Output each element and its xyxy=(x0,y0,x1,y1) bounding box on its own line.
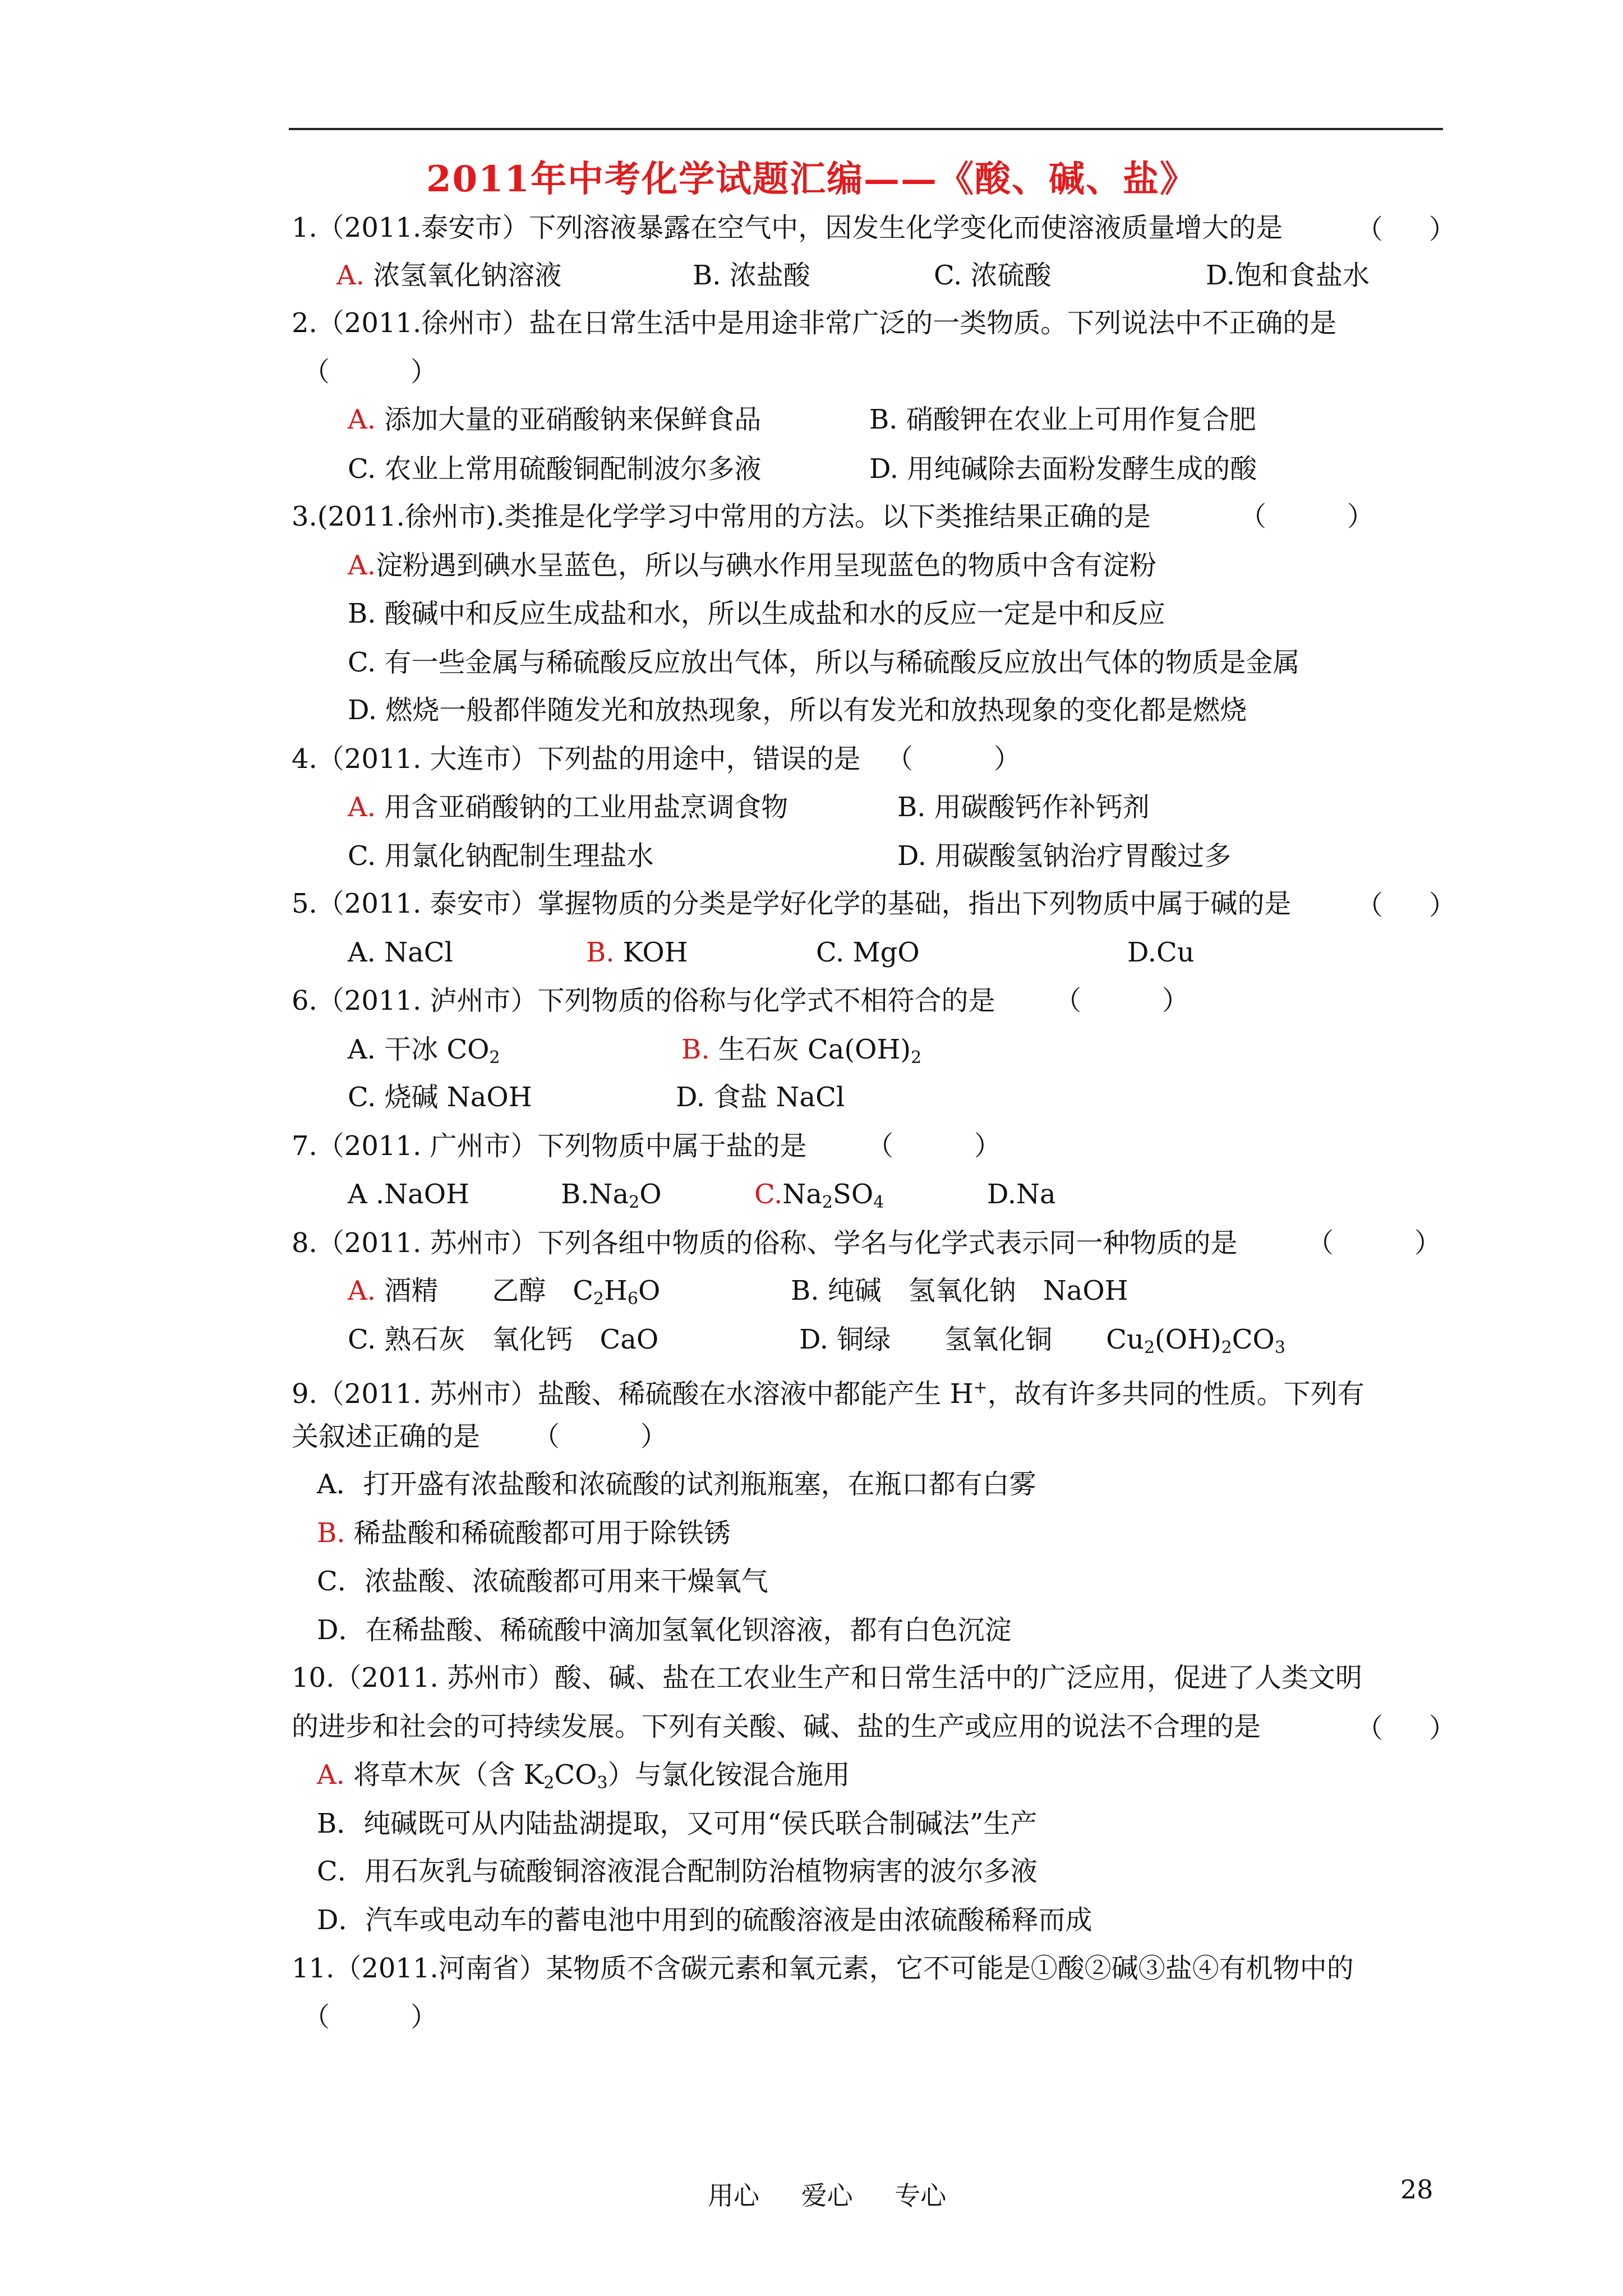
q9-option-a: A．打开盛有浓盐酸和浓硫酸的试剂瓶瓶塞，在瓶口都有白雾 xyxy=(317,1469,1036,1500)
q3-stem: 3.(2011.徐州市).类推是化学学习中常用的方法。以下类推结果正确的是 xyxy=(292,501,1151,532)
q2-paren: （ ） xyxy=(303,356,438,388)
q8-option-a: A. 酒精 乙醇 $C_2H_6O$ xyxy=(348,1275,661,1309)
q6-stem: 6.（2011. 泸州市）下列物质的俗称与化学式不相符合的是 xyxy=(292,985,995,1016)
q3-option-d: D. 燃烧一般都伴随发光和放热现象，所以有发光和放热现象的变化都是燃烧 xyxy=(348,694,1247,726)
q4-stem: 4.（2011. 大连市）下列盐的用途中，错误的是 xyxy=(292,743,861,775)
q1-paren-left: （ xyxy=(1356,214,1384,245)
q10-option-a: A. 将草木灰（含 $K_2CO_3$）与氯化铵混合施用 xyxy=(317,1759,850,1793)
q2-option-d: D. 用纯碱除去面粉发酵生成的酸 xyxy=(869,453,1257,485)
q10-paren-right: ） xyxy=(1429,1713,1456,1744)
page-title: 2011年中考化学试题汇编——《酸、碱、盐》 xyxy=(426,158,1197,200)
q1-option-b: B. 浓盐酸 xyxy=(693,260,810,291)
q6-option-c: C. 烧碱 NaOH xyxy=(348,1082,532,1113)
q2-option-a: A. 添加大量的亚硝酸钠来保鲜食品 xyxy=(348,404,762,435)
q5-option-c: C. MgO xyxy=(816,937,920,968)
q4-paren: （ ） xyxy=(886,743,1021,775)
q4-option-c: C. 用氯化钠配制生理盐水 xyxy=(348,840,654,872)
q9-option-c: C．浓盐酸、浓硫酸都可用来干燥氧气 xyxy=(317,1566,768,1597)
q1-option-a: A. 浓氢氧化钠溶液 xyxy=(336,260,562,291)
q10-option-d: D．汽车或电动车的蓄电池中用到的硫酸溶液是由浓硫酸稀释而成 xyxy=(317,1904,1092,1936)
header-rule xyxy=(289,128,1443,130)
q5-option-a: A. NaCl xyxy=(348,937,453,968)
q6-option-d: D. 食盐 NaCl xyxy=(676,1082,845,1113)
q4-option-a: A. 用含亚硝酸钠的工业用盐烹调食物 xyxy=(348,792,789,823)
q3-paren: （ ） xyxy=(1239,501,1375,532)
q9-stem-line2: 关叙述正确的是 xyxy=(292,1421,481,1452)
q1-paren-right: ） xyxy=(1429,214,1456,245)
q7-option-b: $B.Na_2O$ xyxy=(561,1179,662,1212)
q6-paren: （ ） xyxy=(1054,985,1189,1016)
q10-paren-left: （ xyxy=(1356,1713,1384,1744)
q11-stem: 11.（2011.河南省）某物质不含碳元素和氧元素，它不可能是①酸②碱③盐④有机物中的 xyxy=(292,1953,1354,1984)
q4-option-b: B. 用碳酸钙作补钙剂 xyxy=(897,792,1150,823)
q5-stem: 5.（2011. 泰安市）掌握物质的分类是学好化学的基础，指出下列物质中属于碱的是 xyxy=(292,888,1292,919)
q5-paren-left: （ xyxy=(1356,890,1384,921)
q1-option-c: C. 浓硫酸 xyxy=(934,260,1052,291)
q1-option-d: D.饱和食盐水 xyxy=(1206,260,1370,291)
q7-stem: 7.（2011. 广州市）下列物质中属于盐的是 xyxy=(292,1130,807,1162)
q7-paren: （ ） xyxy=(866,1130,1002,1162)
q3-option-b: B. 酸碱中和反应生成盐和水，所以生成盐和水的反应一定是中和反应 xyxy=(348,598,1165,629)
q3-option-a: A.淀粉遇到碘水呈蓝色，所以与碘水作用呈现蓝色的物质中含有淀粉 xyxy=(348,550,1156,581)
q2-option-c: C. 农业上常用硫酸铜配制波尔多液 xyxy=(348,453,762,485)
q5-paren-right: ） xyxy=(1429,890,1456,921)
q2-option-b: B. 硝酸钾在农业上可用作复合肥 xyxy=(869,404,1256,435)
q7-option-d: D.Na xyxy=(987,1179,1056,1210)
q8-option-b: B. 纯碱 氢氧化钠 NaOH xyxy=(791,1275,1128,1306)
q5-option-d: D.Cu xyxy=(1127,937,1195,968)
q1-stem: 1.（2011.泰安市）下列溶液暴露在空气中，因发生化学变化而使溶液质量增大的是 xyxy=(292,212,1283,243)
q10-stem-line1: 10.（2011. 苏州市）酸、碱、盐在工农业生产和日常生活中的广泛应用，促进了人类文明 xyxy=(292,1662,1363,1694)
q9-option-d: D．在稀盐酸、稀硫酸中滴加氢氧化钡溶液，都有白色沉淀 xyxy=(317,1614,1012,1646)
q2-stem: 2.（2011.徐州市）盐在日常生活中是用途非常广泛的一类物质。下列说法中不正确的是 xyxy=(292,307,1337,339)
q8-option-d: D. 铜绿 氢氧化铜 $Cu_2(OH)_2CO_3$ xyxy=(799,1324,1285,1358)
q3-option-c: C. 有一些金属与稀硫酸反应放出气体，所以与稀硫酸反应放出气体的物质是金属 xyxy=(348,647,1300,678)
q10-option-c: C．用石灰乳与硫酸铜溶液混合配制防治植物病害的波尔多液 xyxy=(317,1856,1038,1887)
q8-paren: （ ） xyxy=(1307,1227,1442,1259)
q7-option-a: A .NaOH xyxy=(348,1179,470,1210)
q9-option-b: B. 稀盐酸和稀硫酸都可用于除铁锈 xyxy=(317,1517,731,1549)
footer-motto: 用心 爱心 专心 xyxy=(708,2180,947,2211)
q6-option-a: A. 干冰 $CO_2$ xyxy=(348,1034,500,1068)
q8-option-c: C. 熟石灰 氧化钙 CaO xyxy=(348,1324,659,1355)
page-number: 28 xyxy=(1400,2174,1433,2205)
q9-stem-line1: 9.（2011. 苏州市）盐酸、稀硫酸在水溶液中都能产生 H+，故有许多共同的性质。下列有 xyxy=(292,1378,1364,1410)
q7-option-c: $C.Na_2SO_4$ xyxy=(754,1179,884,1212)
q11-paren: （ ） xyxy=(303,2001,438,2033)
q6-option-b: B. 生石灰 $Ca(OH)_2$ xyxy=(681,1034,922,1068)
q10-stem-line2: 的进步和社会的可持续发展。下列有关酸、碱、盐的生产或应用的说法不合理的是 xyxy=(292,1711,1261,1742)
q5-option-b: B. KOH xyxy=(586,937,688,968)
q10-option-b: B．纯碱既可从内陆盐湖提取，又可用“侯氏联合制碱法”生产 xyxy=(317,1808,1038,1839)
q8-stem: 8.（2011. 苏州市）下列各组中物质的俗称、学名与化学式表示同一种物质的是 xyxy=(292,1227,1238,1259)
q4-option-d: D. 用碳酸氢钠治疗胃酸过多 xyxy=(897,840,1232,872)
q9-paren: （ ） xyxy=(533,1421,668,1452)
